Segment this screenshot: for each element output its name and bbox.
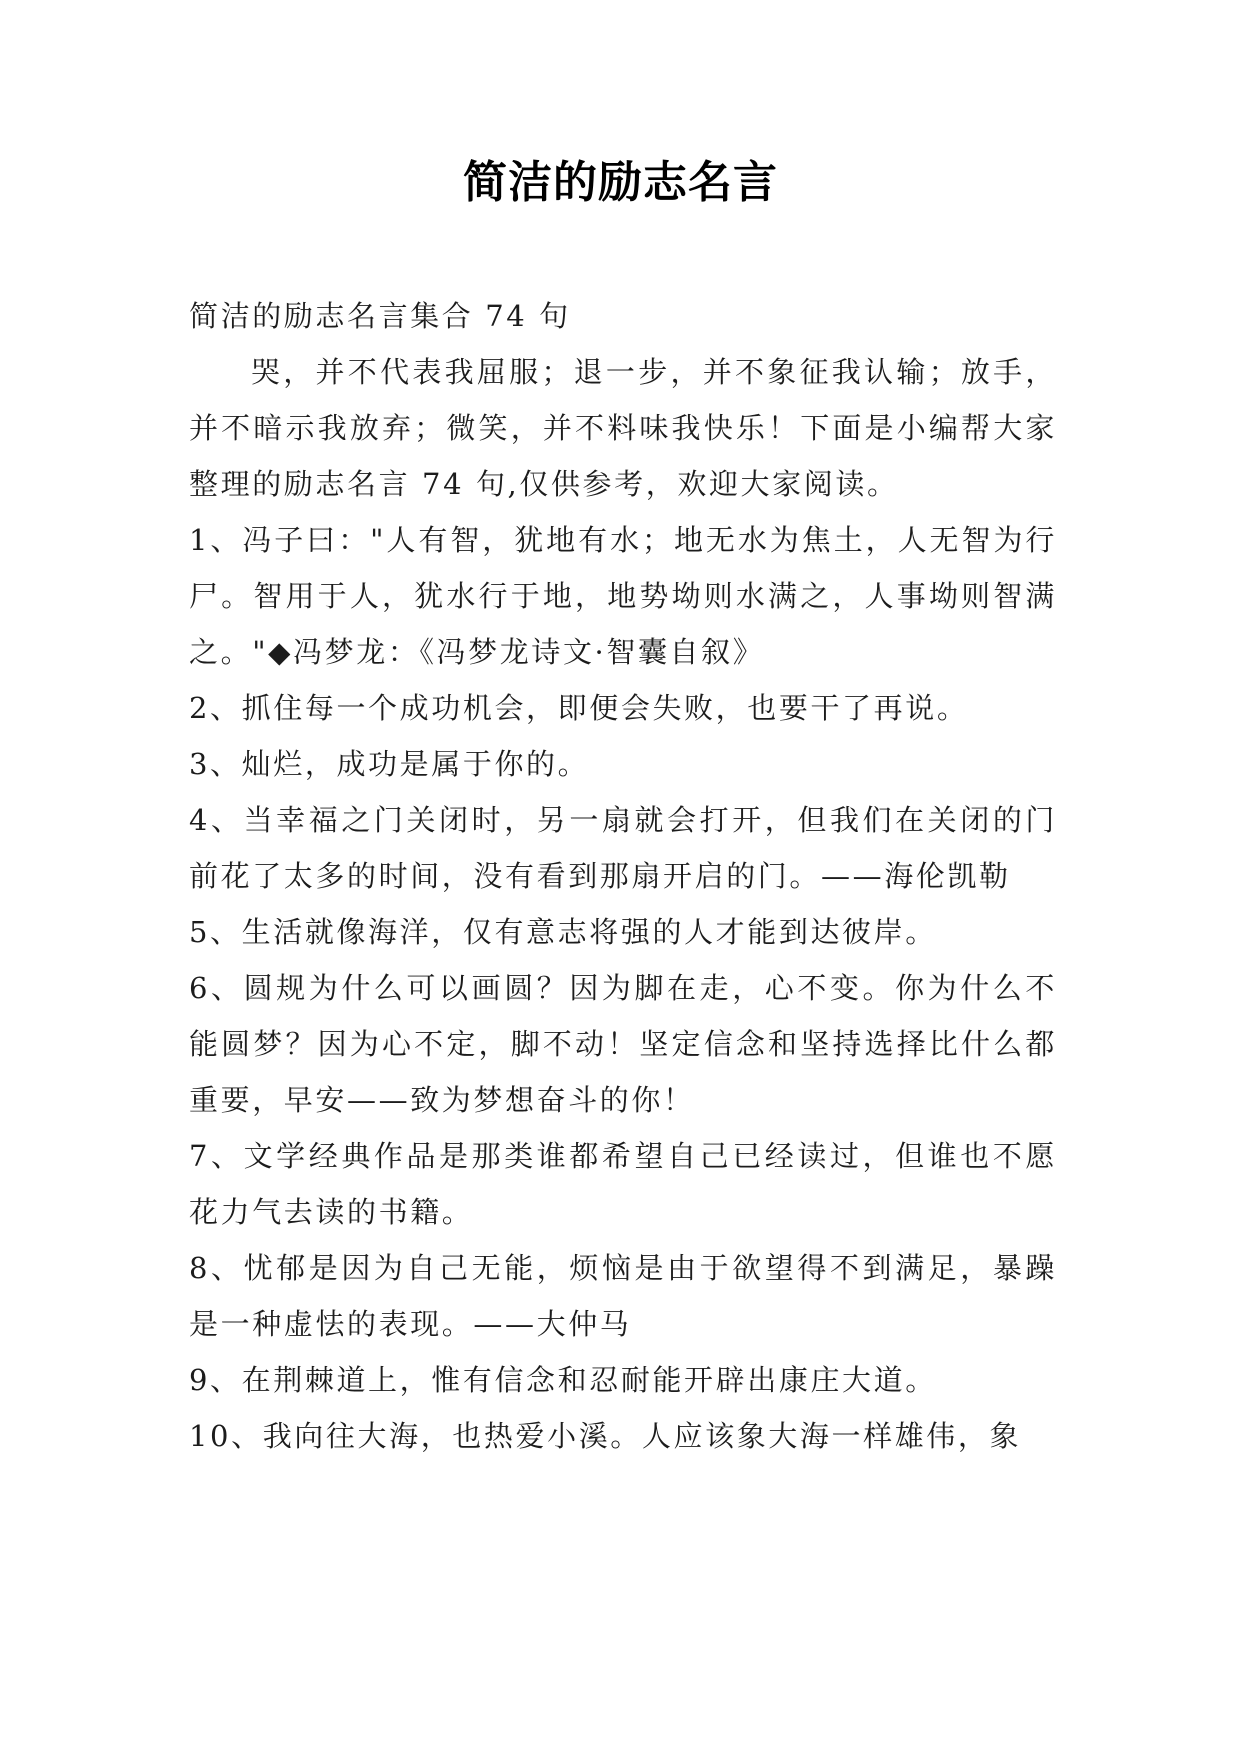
quote-item: 3、灿烂，成功是属于你的。: [189, 747, 590, 781]
quote-item: 8、忧郁是因为自己无能，烦恼是由于欲望得不到满足，暴躁是一种虚怯的表现。——大仲马: [189, 1251, 1057, 1341]
quote-item: 9、在荆棘道上，惟有信念和忍耐能开辟出康庄大道。: [189, 1363, 937, 1397]
quote-item: 7、文学经典作品是那类谁都希望自己已经读过，但谁也不愿花力气去读的书籍。: [189, 1139, 1057, 1229]
quote-list: [189, 512, 1057, 1464]
quote-item: 5、生活就像海洋，仅有意志将强的人才能到达彼岸。: [189, 915, 937, 949]
document-title: 简洁的励志名言: [463, 157, 778, 208]
document-body: [189, 288, 1057, 1464]
quote-item: 4、当幸福之门关闭时，另一扇就会打开，但我们在关闭的门前花了太多的时间，没有看到那扇开启的门。——海伦凯勒: [189, 803, 1057, 893]
intro-paragraph: 哭，并不代表我屈服；退一步，并不象征我认输；放手，并不暗示我放弃；微笑，并不料味我快乐！下面是小编帮大家整理的励志名言 74 句,仅供参考，欢迎大家阅读。: [189, 355, 1057, 501]
quote-item: 10、我向往大海，也热爱小溪。人应该象大海一样雄伟，象: [189, 1419, 1022, 1453]
quote-item: 6、圆规为什么可以画圆？因为脚在走，心不变。你为什么不能圆梦？因为心不定，脚不动！坚定信念和坚持选择比什么都重要，早安——致为梦想奋斗的你！: [189, 971, 1057, 1117]
document-subtitle: 简洁的励志名言集合 74 句: [189, 299, 571, 333]
quote-item: 2、抓住每一个成功机会，即便会失败，也要干了再说。: [189, 691, 969, 725]
quote-item: 1、冯子曰："人有智，犹地有水；地无水为焦土，人无智为行尸。智用于人，犹水行于地，地势坳则水满之，人事坳则智满之。"◆冯梦龙：《冯梦龙诗文·智囊自叙》: [189, 523, 1057, 669]
